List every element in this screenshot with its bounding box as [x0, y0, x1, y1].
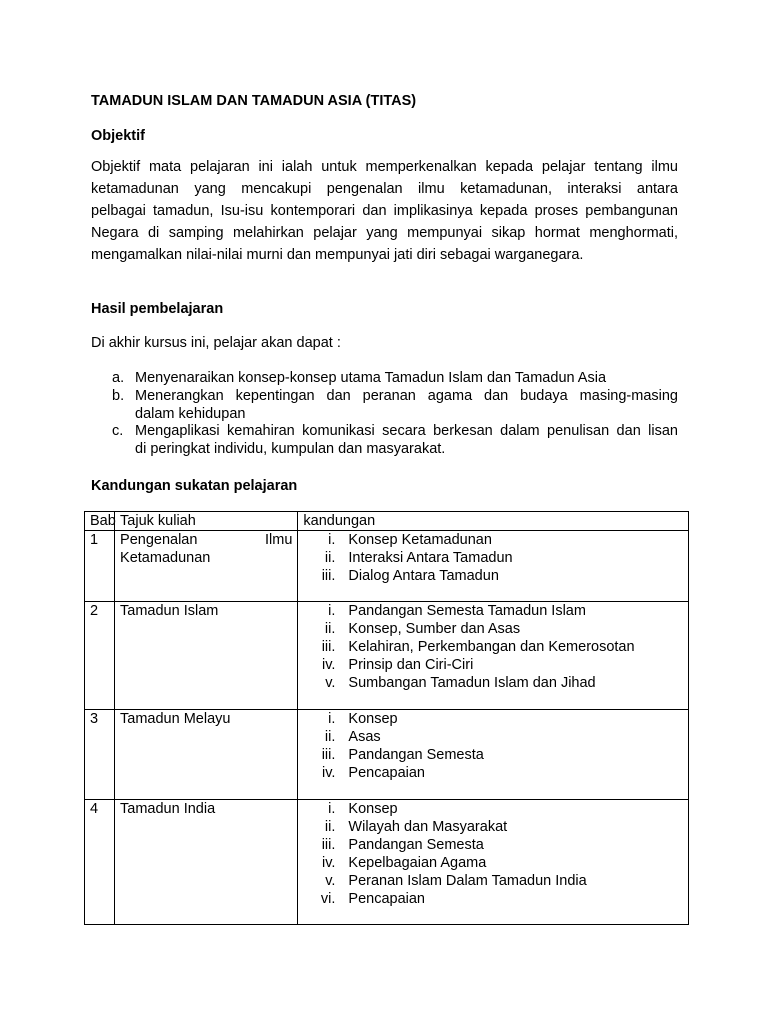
bab-number: 4	[85, 800, 115, 925]
header-tajuk: Tajuk kuliah	[115, 512, 298, 531]
table-header-row	[85, 512, 689, 531]
header-bab: Bab	[85, 512, 115, 531]
content-numeral: iii.	[321, 639, 336, 655]
content-item	[303, 602, 683, 620]
content-text: Dialog Antara Tamadun	[348, 568, 499, 584]
content-item	[303, 746, 683, 764]
content-list	[298, 602, 689, 710]
content-text: Pencapaian	[348, 765, 425, 781]
outcome-marker: c.	[112, 423, 124, 439]
content-numeral: ii.	[324, 550, 336, 566]
content-numeral: iv.	[321, 855, 336, 871]
objective-line: mengamalkan nilai-nilai murni dan mempunyai jati diri sebagai warganegara.	[91, 247, 584, 263]
bab-number: 2	[85, 602, 115, 710]
content-text: Sumbangan Tamadun Islam dan Jihad	[348, 675, 596, 691]
content-numeral: ii.	[324, 729, 336, 745]
content-text: Konsep Ketamadunan	[348, 532, 492, 548]
syllabus-heading: Kandungan sukatan pelajaran	[91, 478, 298, 494]
objective-line: pelbagai tamadun, Isu-isu kontemporari dan implikasinya kepada proses pembangunan	[91, 203, 678, 219]
content-text: Konsep, Sumber dan Asas	[348, 621, 521, 637]
content-item	[303, 854, 683, 872]
lecture-title: Tamadun Islam	[115, 602, 298, 710]
content-list	[298, 531, 689, 602]
content-numeral: vi.	[320, 891, 336, 907]
outcome-text: di peringkat individu, kumpulan dan masyarakat.	[135, 441, 446, 457]
content-numeral: iii.	[321, 568, 336, 584]
content-numeral: v.	[325, 873, 336, 889]
objective-line: ketamadunan yang mencakupi pengenalan ilmu ketamadunan, interaksi antara	[91, 181, 678, 197]
content-numeral: iii.	[321, 837, 336, 853]
content-text: Peranan Islam Dalam Tamadun India	[348, 873, 587, 889]
table-row	[85, 531, 689, 602]
content-text: Kelahiran, Perkembangan dan Kemerosotan	[348, 639, 635, 655]
content-item	[303, 531, 683, 549]
table-row	[85, 710, 689, 800]
content-text: Pandangan Semesta Tamadun Islam	[348, 603, 586, 619]
table-row	[85, 602, 689, 710]
content-numeral: i.	[328, 603, 336, 619]
lecture-title-part: Ketamadunan	[120, 550, 211, 566]
content-numeral: iv.	[321, 657, 336, 673]
content-item	[303, 638, 683, 656]
content-item	[303, 764, 683, 782]
content-numeral: iv.	[321, 765, 336, 781]
syllabus-table	[84, 511, 689, 925]
content-item	[303, 836, 683, 854]
lecture-title-part: Ilmu	[265, 532, 293, 548]
content-text: Asas	[348, 729, 381, 745]
outcomes-heading: Hasil pembelajaran	[91, 301, 224, 317]
content-item	[303, 656, 683, 674]
content-numeral: ii.	[324, 621, 336, 637]
lecture-title: Tamadun Melayu	[115, 710, 298, 800]
content-text: Kepelbagaian Agama	[348, 855, 487, 871]
lecture-title	[115, 531, 298, 602]
content-text: Interaksi Antara Tamadun	[348, 550, 513, 566]
outcomes-intro: Di akhir kursus ini, pelajar akan dapat :	[91, 335, 341, 351]
content-item	[303, 872, 683, 890]
outcome-text: Mengaplikasi kemahiran komunikasi secara berkesan dalam penulisan dan lisan	[135, 423, 678, 439]
content-item	[303, 728, 683, 746]
lecture-title-part: Pengenalan	[120, 532, 198, 548]
content-text: Pandangan Semesta	[348, 837, 484, 853]
objective-line: Negara di samping melahirkan pelajar yang mempunyai sikap hormat menghormati,	[91, 225, 678, 241]
outcome-text: dalam kehidupan	[135, 406, 246, 422]
content-item	[303, 890, 683, 908]
outcome-text: Menerangkan kepentingan dan peranan agama dan budaya masing-masing	[135, 388, 678, 404]
content-item	[303, 800, 683, 818]
content-item	[303, 818, 683, 836]
objective-heading: Objektif	[91, 128, 145, 144]
content-item	[303, 549, 683, 567]
content-numeral: ii.	[324, 819, 336, 835]
outcome-marker: b.	[112, 388, 125, 404]
content-text: Pencapaian	[348, 891, 425, 907]
header-kandungan: kandungan	[298, 512, 689, 531]
lecture-title: Tamadun India	[115, 800, 298, 925]
content-numeral: i.	[328, 801, 336, 817]
content-item	[303, 710, 683, 728]
content-numeral: iii.	[321, 747, 336, 763]
content-text: Konsep	[348, 801, 398, 817]
document-title: TAMADUN ISLAM DAN TAMADUN ASIA (TITAS)	[91, 93, 417, 109]
objective-line: Objektif mata pelajaran ini ialah untuk memperkenalkan kepada pelajar tentang ilmu	[91, 159, 678, 175]
bab-number: 3	[85, 710, 115, 800]
bab-number: 1	[85, 531, 115, 602]
table-row	[85, 800, 689, 925]
content-list	[298, 800, 689, 925]
content-item	[303, 620, 683, 638]
content-text: Prinsip dan Ciri-Ciri	[348, 657, 474, 673]
content-numeral: i.	[328, 711, 336, 727]
content-numeral: v.	[325, 675, 336, 691]
content-text: Konsep	[348, 711, 398, 727]
outcome-marker: a.	[112, 370, 125, 386]
objective-paragraph	[91, 156, 678, 266]
content-numeral: i.	[328, 532, 336, 548]
content-list	[298, 710, 689, 800]
content-item	[303, 674, 683, 692]
outcome-text: Menyenaraikan konsep-konsep utama Tamadun Islam dan Tamadun Asia	[135, 370, 607, 386]
content-item	[303, 567, 683, 585]
content-text: Wilayah dan Masyarakat	[348, 819, 508, 835]
content-text: Pandangan Semesta	[348, 747, 484, 763]
